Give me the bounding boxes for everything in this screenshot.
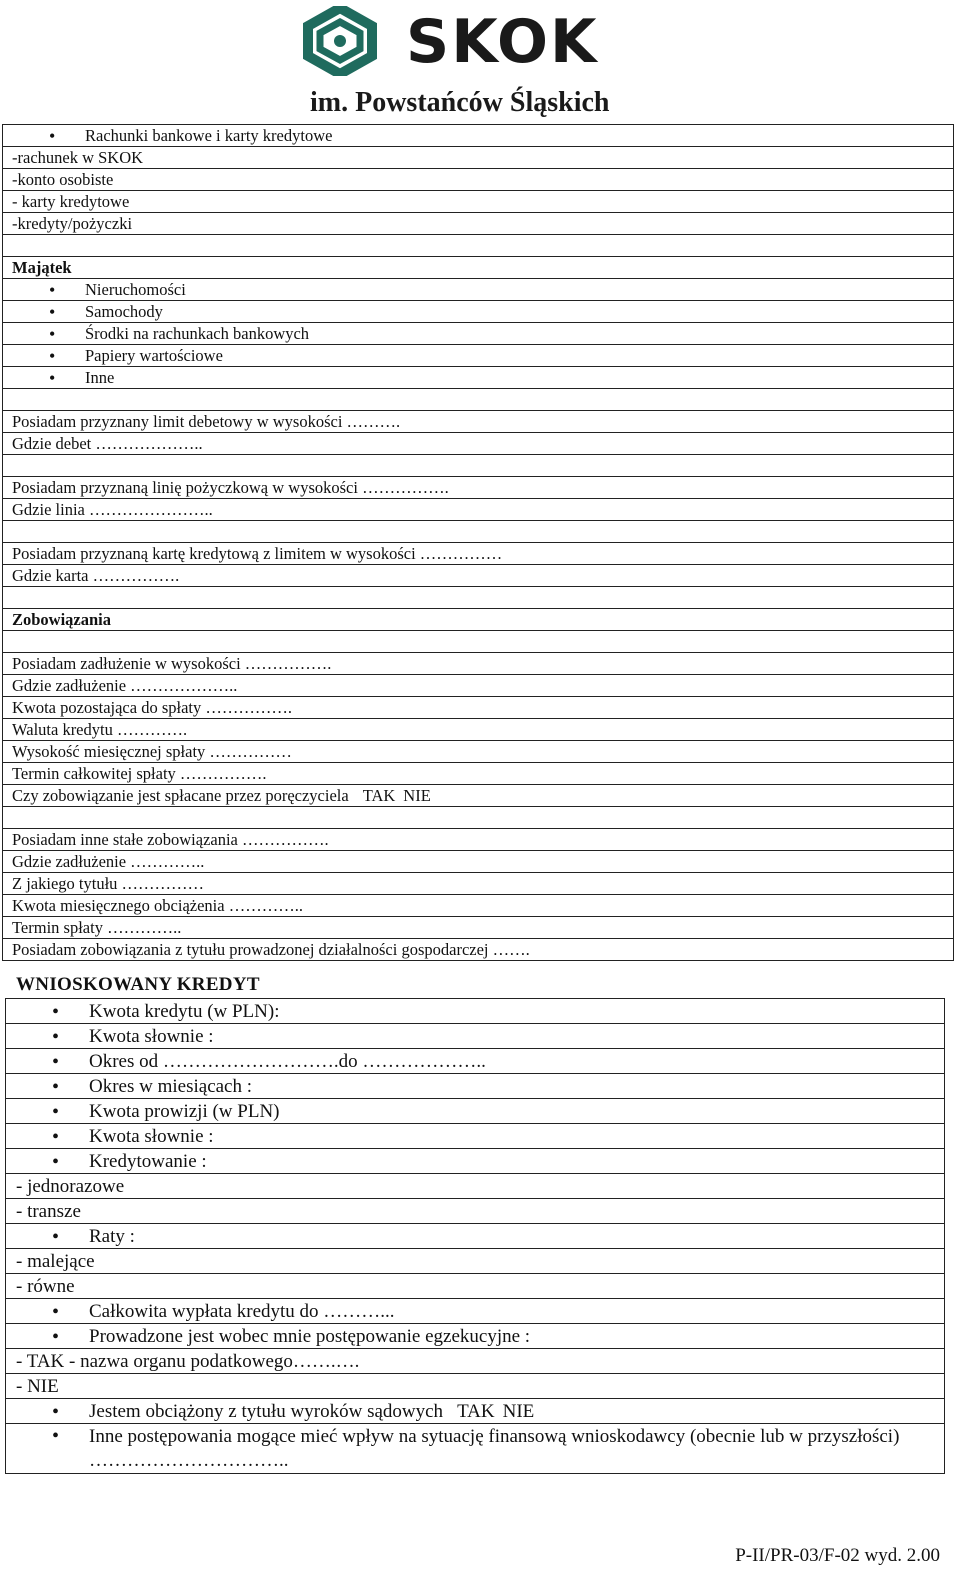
- yes-no-row: [3, 785, 953, 807]
- row-text: Wysokość miesięcznej spłaty ……………: [12, 742, 292, 761]
- bullet-item: [6, 999, 944, 1024]
- row-text: Posiadam inne stałe zobowiązania …………….: [12, 830, 329, 849]
- bullet-item: [6, 1149, 944, 1174]
- row-text: Gdzie zadłużenie …………..: [12, 852, 205, 871]
- form-line: [6, 1374, 944, 1399]
- form-line: [3, 499, 953, 521]
- row-text: Kwota miesięcznego obciążenia …………..: [12, 896, 303, 915]
- bullet-item: [6, 1324, 944, 1349]
- empty-row: [3, 389, 953, 411]
- form-line: [3, 829, 953, 851]
- row-text: - równe: [16, 1276, 75, 1297]
- row-text: Kwota pozostająca do spłaty …………….: [12, 698, 292, 717]
- row-text: Inne: [85, 368, 115, 387]
- form-line: [6, 1249, 944, 1274]
- brand-subtitle: im. Powstańców Śląskich: [310, 87, 610, 118]
- empty-row: [3, 631, 953, 653]
- row-text: Termin spłaty …………..: [12, 918, 182, 937]
- form-line: [6, 1174, 944, 1199]
- bullet-item: [3, 367, 953, 389]
- row-text: Papiery wartościowe: [85, 346, 223, 365]
- form-line: [3, 939, 953, 961]
- form-line: [3, 873, 953, 895]
- row-text: Prowadzone jest wobec mnie postępowanie egzekucyjne :: [89, 1326, 531, 1347]
- row-text: Kredytowanie :: [89, 1151, 207, 1172]
- section-heading: [3, 609, 953, 631]
- bullet-item: [6, 1074, 944, 1099]
- bullet-item: [6, 1024, 944, 1049]
- skok-emblem-icon: [300, 6, 380, 76]
- requested-credit-table: [5, 998, 945, 1474]
- row-text: -rachunek w SKOK: [12, 148, 144, 167]
- bullet-item: [6, 1124, 944, 1149]
- row-text: Kwota kredytu (w PLN):: [89, 1001, 280, 1022]
- row-text: Posiadam zobowiązania z tytułu prowadzonej działalności gospodarczej …….: [12, 940, 530, 959]
- row-text: Gdzie debet ………………..: [12, 434, 203, 453]
- form-line: [3, 169, 953, 191]
- row-text: Raty :: [89, 1226, 135, 1247]
- row-text: Posiadam przyznany limit debetowy w wysokości ……….: [12, 412, 401, 431]
- row-text: Posiadam przyznaną kartę kredytową z limitem w wysokości ……………: [12, 544, 503, 563]
- form-line: [3, 411, 953, 433]
- row-text: - TAK - nazwa organu podatkowego…….….: [16, 1351, 360, 1372]
- question-text: Jestem obciążony z tytułu wyroków sądowych: [89, 1401, 444, 1422]
- row-text: Zobowiązania: [12, 610, 112, 629]
- bullet-item: [3, 345, 953, 367]
- yes-no-row: [6, 1399, 944, 1424]
- row-text: - jednorazowe: [16, 1176, 125, 1197]
- row-text: Posiadam przyznaną linię pożyczkową w wysokości …………….: [12, 478, 449, 497]
- form-line: [3, 851, 953, 873]
- form-line: [3, 565, 953, 587]
- row-text: - karty kredytowe: [12, 192, 130, 211]
- bullet-item: [6, 1224, 944, 1249]
- row-text: Samochody: [85, 302, 163, 321]
- row-text: Majątek: [12, 258, 72, 277]
- brand-name: SKOK: [406, 7, 599, 77]
- form-line: [3, 697, 953, 719]
- row-text: Kwota słownie :: [89, 1026, 214, 1047]
- question-text: Czy zobowiązanie jest spłacane przez poręczyciela: [12, 786, 349, 805]
- row-text: Gdzie karta …………….: [12, 566, 180, 585]
- document-code: P-II/PR-03/F-02 wyd. 2.00: [735, 1545, 940, 1566]
- form-line: [3, 675, 953, 697]
- bullet-item: [6, 1099, 944, 1124]
- form-line: [3, 719, 953, 741]
- empty-row: [3, 521, 953, 543]
- row-text: Okres od ……………………….do ………………..: [89, 1051, 486, 1072]
- empty-row: [3, 235, 953, 257]
- yes-option[interactable]: TAK: [362, 786, 396, 805]
- row-text: -konto osobiste: [12, 170, 114, 189]
- assets-liabilities-table: [2, 124, 954, 961]
- form-line: [3, 763, 953, 785]
- row-text: Gdzie linia …………………..: [12, 500, 213, 519]
- row-text: Termin całkowitej spłaty …………….: [12, 764, 267, 783]
- row-text: - NIE: [16, 1376, 59, 1397]
- row-text: - transze: [16, 1201, 81, 1222]
- form-line: [3, 917, 953, 939]
- form-line: [6, 1349, 944, 1374]
- empty-row: [3, 807, 953, 829]
- row-text: Posiadam zadłużenie w wysokości …………….: [12, 654, 332, 673]
- empty-row: [3, 587, 953, 609]
- yes-option[interactable]: TAK: [457, 1401, 495, 1422]
- section-heading: [3, 257, 953, 279]
- row-text: -kredyty/pożyczki: [12, 214, 133, 233]
- form-line: [3, 543, 953, 565]
- bullet-item: [6, 1299, 944, 1324]
- bullet-item: [6, 1424, 944, 1474]
- form-line: [6, 1274, 944, 1299]
- row-text: Inne postępowania mogące mieć wpływ na sytuację finansową wnioskodawcy (obecnie lub w przyszłości) …………………………..: [89, 1426, 900, 1471]
- row-text: Kwota słownie :: [89, 1126, 214, 1147]
- row-text: Nieruchomości: [85, 280, 186, 299]
- row-text: Gdzie zadłużenie ………………..: [12, 676, 238, 695]
- bullet-item: [3, 301, 953, 323]
- row-text: Rachunki bankowe i karty kredytowe: [85, 126, 333, 145]
- bullet-item: [3, 125, 953, 147]
- form-line: [3, 741, 953, 763]
- bullet-item: [3, 323, 953, 345]
- bullet-item: [6, 1049, 944, 1074]
- form-line: [3, 653, 953, 675]
- row-text: - malejące: [16, 1251, 95, 1272]
- row-text: Kwota prowizji (w PLN): [89, 1101, 280, 1122]
- form-line: [3, 147, 953, 169]
- row-text: Okres w miesiącach :: [89, 1076, 253, 1097]
- form-line: [3, 477, 953, 499]
- form-line: [3, 213, 953, 235]
- section-title-requested-credit: WNIOSKOWANY KREDYT: [16, 974, 260, 995]
- empty-row: [3, 455, 953, 477]
- form-line: [3, 433, 953, 455]
- row-text: Środki na rachunkach bankowych: [85, 324, 310, 343]
- bullet-item: [3, 279, 953, 301]
- row-text: Z jakiego tytułu ……………: [12, 874, 205, 893]
- skok-logo: [300, 6, 660, 121]
- form-line: [6, 1199, 944, 1224]
- row-text: Waluta kredytu ………….: [12, 720, 188, 739]
- form-line: [3, 895, 953, 917]
- form-line: [3, 191, 953, 213]
- row-text: Całkowita wypłata kredytu do ………...: [89, 1301, 395, 1322]
- no-option[interactable]: NIE: [403, 786, 431, 805]
- no-option[interactable]: NIE: [502, 1401, 535, 1422]
